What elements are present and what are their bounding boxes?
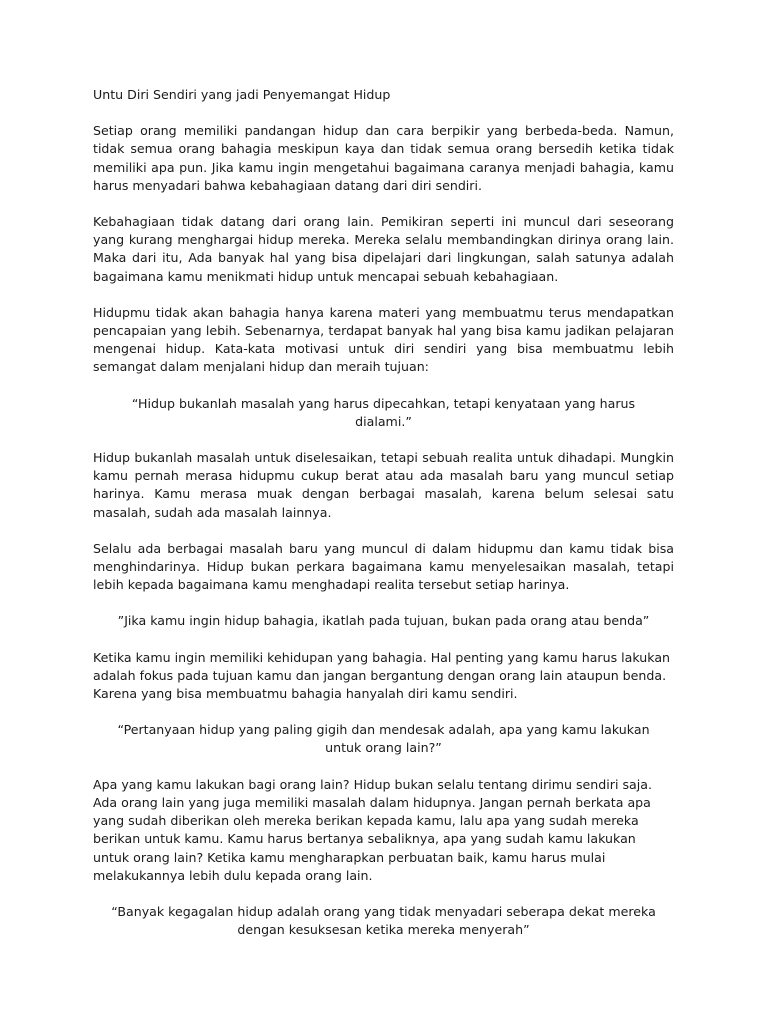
paragraph: Kebahagiaan tidak datang dari orang lain. Pemikiran seperti ini muncul dari seseorang yang kurang menghargai hidup mereka. Mereka selalu membandingkan dirinya orang lain. Maka dari itu, Ada banyak hal yang bisa dipelajari dari lingkungan, salah satunya adalah bagaimana kamu menikmati hidup untuk mencapai sebuah kebahagiaan.: [93, 214, 674, 284]
paragraph: Apa yang kamu lakukan bagi orang lain? Hidup bukan selalu tentang dirimu sendiri saja. Ada orang lain yang juga memiliki masalah dalam hidupnya. Jangan pernah berkata apa yang sudah diberikan oleh mereka berikan kepada kamu, lalu apa yang sudah mereka berikan untuk kamu. Kamu harus bertanya sebaliknya, apa yang sudah kamu lakukan untuk orang lain? Ketika kamu mengharapkan perbuatan baik, kamu harus mulai melakukannya lebih dulu kepada orang lain.: [93, 776, 652, 883]
document-page: [93, 86, 674, 957]
paragraph: Hidupmu tidak akan bahagia hanya karena materi yang membuatmu terus mendapatkan pencapaian yang lebih. Sebenarnya, terdapat banyak hal yang bisa kamu jadikan pelajaran mengenai hidup. Kata-kata motivasi untuk diri sendiri yang bisa membuatmu lebih semangat dalam menjalani hidup dan meraih tujuan:: [93, 304, 674, 375]
quote: “Banyak kegagalan hidup adalah orang yang tidak menyadari seberapa dekat mereka dengan kesuksesan ketika mereka menyerah”: [111, 903, 656, 938]
paragraph: Selalu ada berbagai masalah baru yang muncul di dalam hidupmu dan kamu tidak bisa menghindarinya. Hidup bukan perkara bagaimana kamu menyelesaikan masalah, tetapi lebih kepada bagaimana kamu menghadapi realita tersebut setiap harinya.: [93, 540, 674, 593]
quote: ”Jika kamu ingin hidup bahagia, ikatlah pada tujuan, bukan pada orang atau benda”: [117, 613, 650, 629]
quote: “Pertanyaan hidup yang paling gigih dan mendesak adalah, apa yang kamu lakukan untuk orang lain?”: [117, 722, 650, 756]
document-title: Untu Diri Sendiri yang jadi Penyemangat Hidup: [93, 87, 391, 102]
paragraph: Ketika kamu ingin memiliki kehidupan yang bahagia. Hal penting yang kamu harus lakukan adalah fokus pada tujuan kamu dan jangan bergantung dengan orang lain ataupun benda. Karena yang bisa membuatmu bahagia hanyalah diri kamu sendiri.: [93, 649, 671, 702]
paragraph: Hidup bukanlah masalah untuk diselesaikan, tetapi sebuah realita untuk dihadapi. Mungkin kamu pernah merasa hidupmu cukup berat atau ada masalah baru yang muncul setiap harinya. Kamu merasa muak dengan berbagai masalah, karena belum selesai satu masalah, sudah ada masalah lainnya.: [93, 450, 674, 520]
quote: “Hidup bukanlah masalah yang harus dipecahkan, tetapi kenyataan yang harus dialami.”: [131, 395, 636, 429]
paragraph: Setiap orang memiliki pandangan hidup dan cara berpikir yang berbeda-beda. Namun, tidak semua orang bahagia meskipun kaya dan tidak semua orang bersedih ketika tidak memiliki apa pun. Jika kamu ingin mengetahui bagaimana caranya menjadi bahagia, kamu harus menyadari bahwa kebahagiaan datang dari diri sendiri.: [93, 123, 674, 193]
